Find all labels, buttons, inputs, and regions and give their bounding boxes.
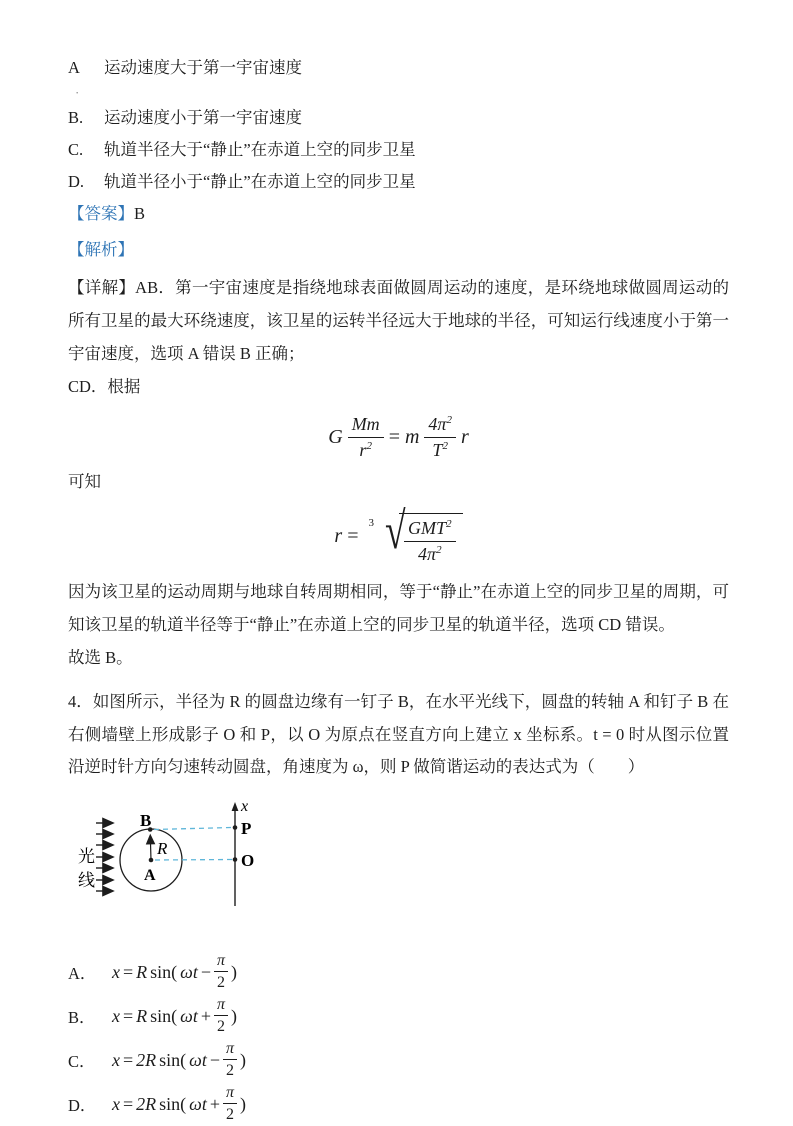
detail-paragraph-3: 因为该卫星的运动周期与地球自转周期相同，等于“静止”在赤道上空的同步卫星的周期，可知该卫星的轨道半径等于“静止”在赤道上空的同步卫星的轨道半径，选项 CD 错误。 [68, 582, 729, 634]
shadow-o-dot [233, 857, 238, 862]
radius-frac-denominator: $4\pi^2$ [418, 543, 442, 564]
q3-option-c [68, 138, 729, 162]
q4-option-b-label: B． [68, 1008, 96, 1027]
q4-option-c-label: C． [68, 1052, 96, 1071]
q3-option-a [68, 56, 729, 80]
radius-line [150, 836, 151, 860]
q4-options [68, 951, 729, 1126]
analysis-row [68, 238, 729, 262]
q3-option-b [68, 106, 729, 130]
q3-option-b-label: B. [68, 108, 84, 127]
conclusion-line: 故选 B。 [68, 648, 133, 667]
answer-label: 【答案】 [68, 204, 134, 223]
shadow-p-dot [233, 825, 238, 830]
light-rays-arrows [96, 823, 112, 891]
svg-text:线: 线 [78, 870, 95, 890]
formula-gravity-frac2 [424, 413, 456, 461]
frac2-numerator: $4\pi^2$ [424, 413, 456, 438]
radical-sign: √ [384, 503, 406, 560]
axle-a-dot [149, 857, 154, 862]
q3-options [68, 56, 729, 194]
q3-option-c-label: C. [68, 140, 84, 159]
q3-option-d [68, 170, 729, 194]
x-axis [232, 798, 255, 906]
frac1-numerator: Mm [348, 413, 384, 438]
q4-option-a-label: A． [68, 964, 97, 983]
label-P: P [241, 818, 252, 838]
formula-gravity-wrap [68, 413, 729, 461]
formula-radius-lhs: r [334, 525, 343, 547]
q3-option-a-text: 运动速度大于第一宇宙速度 [104, 58, 302, 77]
label-R: R [157, 838, 168, 858]
answer-row [68, 202, 729, 226]
formula-radius-frac [404, 517, 456, 565]
q4-option-d-label: D． [68, 1096, 97, 1115]
label-B: B [140, 810, 152, 830]
q4-option-d-formula: x = 2R sin( ωt + $\frac{\pi}{2}$ ) [112, 1084, 247, 1123]
q3-option-b-text: 运动速度小于第一宇宙速度 [104, 108, 302, 127]
analysis-label: 【解析】 [68, 240, 134, 259]
q4-option-b-formula: x = R sin( ωt + $\frac{\pi}{2}$ ) [112, 996, 238, 1035]
root-body [399, 513, 463, 565]
frac1-denominator: $r^2$ [359, 439, 372, 460]
q3-option-c-text: 轨道半径大于“静止”在赤道上空的同步卫星 [104, 140, 416, 159]
q4-option-c-formula: x = 2R sin( ωt − $\frac{\pi}{2}$ ) [112, 1040, 247, 1079]
detail-paragraph-1 [68, 271, 729, 370]
q3-option-d-text: 轨道半径小于“静止”在赤道上空的同步卫星 [104, 172, 416, 191]
q4-option-a-formula: x = R sin( ωt − $\frac{\pi}{2}$ ) [112, 952, 238, 991]
formula-gravity-equals: = [388, 425, 400, 448]
formula-gravity-m: m [404, 425, 420, 448]
q4-figure [72, 796, 729, 943]
label-x: x [241, 797, 249, 815]
q4-option-d [68, 1083, 729, 1126]
frac2-denominator: $T^2$ [432, 439, 448, 460]
q3-option-a-label: A [68, 58, 80, 77]
answer-value: B [134, 204, 146, 223]
radius-frac-numerator: GMT$^2$ [404, 517, 456, 542]
light-rays-label [78, 847, 95, 890]
q4-option-a [68, 951, 729, 994]
label-O: O [241, 850, 255, 870]
axis-arrowhead [232, 802, 239, 811]
detail-label: 【详解】 [68, 278, 136, 297]
q4-option-b [68, 995, 729, 1038]
disk-shadow-diagram [72, 796, 282, 938]
formula-gravity-G: G [328, 425, 343, 448]
q4-option-c [68, 1039, 729, 1082]
formula-gravity [328, 413, 469, 461]
q4-stem: 4．如图所示，半径为 R 的圆盘边缘有一钉子 B，在水平光线下，圆盘的转轴 A 和钉子 B 在右侧墙壁上形成影子 O 和 P，以 O 为原点在竖直方向上建立 x 坐标系。t = 0 时从图示位置沿逆时针方向匀速转动圆盘，角速度为 ω，则 P 做简谐运动的表达式为（ ） [68, 692, 729, 776]
q3-option-d-label: D. [68, 172, 85, 191]
formula-gravity-frac1 [348, 413, 384, 461]
cube-root [366, 503, 463, 565]
formula-radius-equals: = [347, 525, 359, 547]
detail-paragraph-2: CD．根据 [68, 377, 141, 396]
formula-radius-wrap [68, 503, 729, 565]
stray-scan-mark: · [75, 85, 80, 100]
formula-gravity-tail: r [460, 425, 469, 448]
kezhi-line: 可知 [68, 472, 101, 491]
svg-text:光: 光 [78, 846, 95, 866]
disk [120, 811, 182, 891]
label-A: A [144, 866, 156, 884]
formula-radius [334, 503, 462, 565]
detail-text-1: AB．第一宇宙速度是指绕地球表面做圆周运动的速度，是环绕地球做圆周运动的所有卫星的最大环绕速度，该卫星的运转半径远大于地球的半径，可知运行线速度小于第一宇宙速度，选项 A 错误 B 正确； [68, 278, 730, 363]
root-index: 3 [368, 517, 374, 529]
